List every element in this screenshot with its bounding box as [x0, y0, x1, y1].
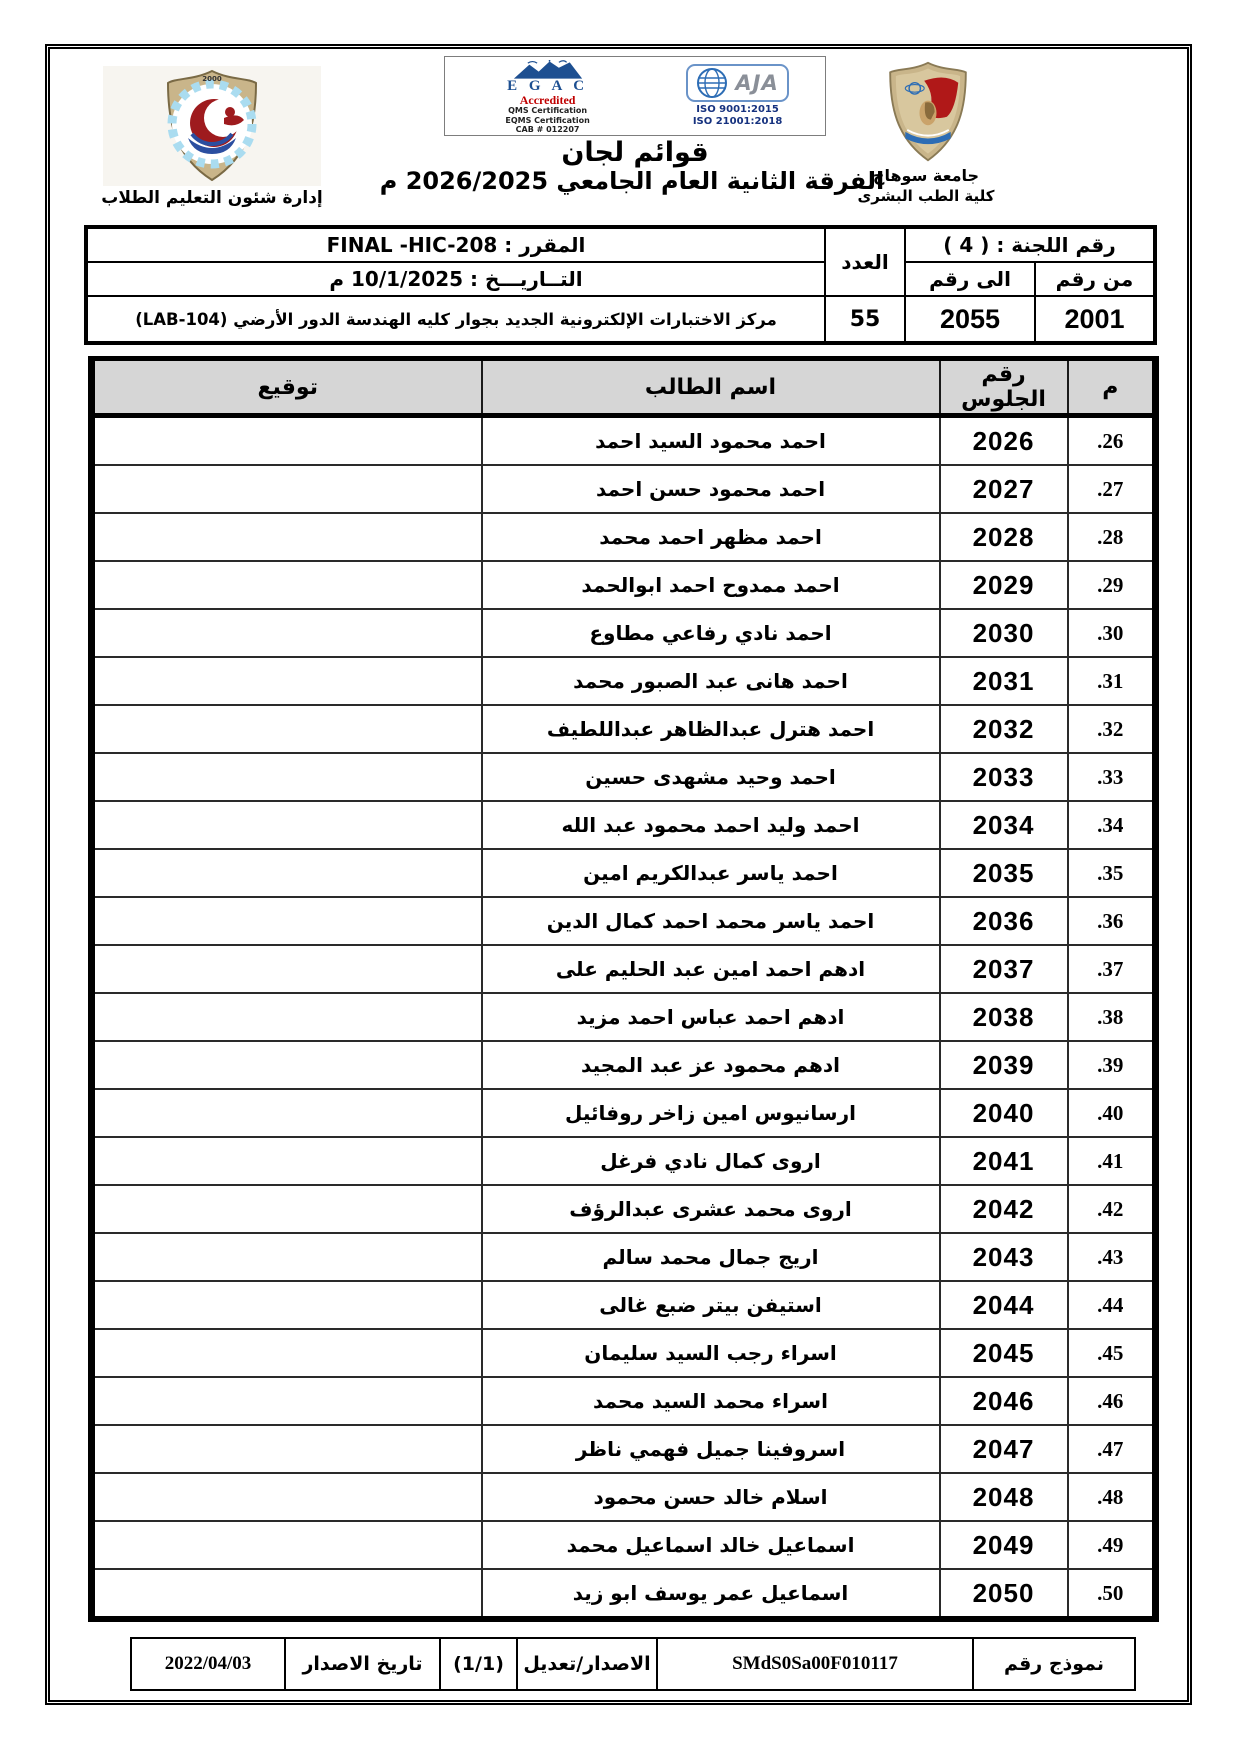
table-row	[92, 1281, 1156, 1329]
signature-cell	[92, 609, 482, 657]
from-label: من رقم	[1035, 262, 1155, 296]
table-row	[92, 465, 1156, 513]
student-name: احمد هترل عبدالظاهر عبداللطيف	[482, 705, 940, 753]
signature-cell	[92, 513, 482, 561]
signature-cell	[92, 945, 482, 993]
revision-value: (1/1)	[440, 1638, 517, 1690]
seat-number: 2030	[940, 609, 1068, 657]
student-name: احمد وليد احمد محمود عبد الله	[482, 801, 940, 849]
row-index: 34.	[1068, 801, 1156, 849]
svg-text:2000: 2000	[202, 75, 222, 83]
dept-label: إدارة شئون التعليم الطلاب	[101, 188, 323, 208]
col-header-index: م	[1068, 359, 1156, 416]
student-name: احمد هانى عبد الصبور محمد	[482, 657, 940, 705]
row-index: 27.	[1068, 465, 1156, 513]
seat-number: 2038	[940, 993, 1068, 1041]
signature-cell	[92, 561, 482, 609]
signature-cell	[92, 849, 482, 897]
row-index: 50.	[1068, 1569, 1156, 1619]
row-index: 44.	[1068, 1281, 1156, 1329]
row-index: 49.	[1068, 1521, 1156, 1569]
student-name: اسلام خالد حسن محمود	[482, 1473, 940, 1521]
col-header-signature: توقيع	[92, 359, 482, 416]
row-index: 33.	[1068, 753, 1156, 801]
seat-number: 2041	[940, 1137, 1068, 1185]
exam-info-table	[84, 225, 1157, 345]
from-number: 2001	[1035, 296, 1155, 343]
faculty-name: كلية الطب البشرى	[857, 187, 995, 205]
row-index: 28.	[1068, 513, 1156, 561]
table-row	[92, 753, 1156, 801]
col-header-seat: رقم الجلوس	[940, 359, 1068, 416]
faculty-logo	[103, 66, 321, 186]
seat-number: 2047	[940, 1425, 1068, 1473]
signature-cell	[92, 465, 482, 513]
signature-cell	[92, 1569, 482, 1619]
row-index: 45.	[1068, 1329, 1156, 1377]
table-row	[92, 801, 1156, 849]
seat-number: 2031	[940, 657, 1068, 705]
signature-cell	[92, 1425, 482, 1473]
table-row	[92, 561, 1156, 609]
row-index: 26.	[1068, 416, 1156, 466]
signature-cell	[92, 1041, 482, 1089]
signature-cell	[92, 657, 482, 705]
student-name: احمد نادي رفاعي مطاوع	[482, 609, 940, 657]
row-index: 30.	[1068, 609, 1156, 657]
seat-number: 2046	[940, 1377, 1068, 1425]
course-code: FINAL -HIC-208	[326, 233, 498, 257]
row-index: 47.	[1068, 1425, 1156, 1473]
student-name: اروى كمال نادي فرغل	[482, 1137, 940, 1185]
seat-number: 2044	[940, 1281, 1068, 1329]
iso-line-1: ISO 9001:2015	[696, 103, 779, 115]
table-row	[92, 416, 1156, 466]
student-name: اريج جمال محمد سالم	[482, 1233, 940, 1281]
row-index: 41.	[1068, 1137, 1156, 1185]
form-footer-table	[130, 1637, 1136, 1691]
signature-cell	[92, 753, 482, 801]
student-name: احمد محمود حسن احمد	[482, 465, 940, 513]
signature-cell	[92, 1521, 482, 1569]
venue: مركز الاختبارات الإلكترونية الجديد بجوار كليه الهندسة الدور الأرضي (LAB-104)	[86, 296, 825, 343]
row-index: 29.	[1068, 561, 1156, 609]
student-name: اسروفينا جميل فهمي ناظر	[482, 1425, 940, 1473]
egac-mountain-icon	[502, 60, 594, 79]
seat-number: 2042	[940, 1185, 1068, 1233]
seat-number: 2037	[940, 945, 1068, 993]
student-name: احمد ممدوح احمد ابوالحمد	[482, 561, 940, 609]
date-value: 10/1/2025 م	[329, 267, 464, 291]
date-label: التــاريـــخ :	[470, 267, 583, 291]
course-cell	[86, 227, 825, 262]
egac-logo	[445, 57, 650, 135]
student-name: اسراء محمد السيد محمد	[482, 1377, 940, 1425]
aja-globe-icon	[696, 67, 728, 99]
form-number-label: نموذج رقم	[973, 1638, 1135, 1690]
row-index: 32.	[1068, 705, 1156, 753]
row-index: 39.	[1068, 1041, 1156, 1089]
row-index: 46.	[1068, 1377, 1156, 1425]
table-row	[92, 849, 1156, 897]
seat-number: 2039	[940, 1041, 1068, 1089]
signature-cell	[92, 416, 482, 466]
row-index: 43.	[1068, 1233, 1156, 1281]
table-row	[92, 897, 1156, 945]
col-header-name: اسم الطالب	[482, 359, 940, 416]
seat-number: 2033	[940, 753, 1068, 801]
student-name: اروى محمد عشرى عبدالرؤف	[482, 1185, 940, 1233]
table-row	[92, 1089, 1156, 1137]
to-number: 2055	[905, 296, 1035, 343]
row-index: 31.	[1068, 657, 1156, 705]
seat-number: 2028	[940, 513, 1068, 561]
student-name: احمد ياسر محمد احمد كمال الدين	[482, 897, 940, 945]
row-index: 42.	[1068, 1185, 1156, 1233]
seat-number: 2050	[940, 1569, 1068, 1619]
document-subtitle: الفرقة الثانية العام الجامعي 2026/2025 م	[379, 167, 885, 195]
students-header-row	[92, 359, 1156, 416]
accreditation-box	[444, 56, 826, 136]
seat-number: 2027	[940, 465, 1068, 513]
table-row	[92, 1233, 1156, 1281]
table-row	[92, 1425, 1156, 1473]
document-title: قوائم لجان	[561, 137, 709, 168]
table-row	[92, 1185, 1156, 1233]
student-name: ارسانيوس امين زاخر روفائيل	[482, 1089, 940, 1137]
seat-number: 2036	[940, 897, 1068, 945]
student-name: احمد محمود السيد احمد	[482, 416, 940, 466]
seat-number: 2049	[940, 1521, 1068, 1569]
student-name: ادهم محمود عز عبد المجيد	[482, 1041, 940, 1089]
seat-number: 2040	[940, 1089, 1068, 1137]
count-label: العدد	[825, 227, 905, 296]
table-row	[92, 1137, 1156, 1185]
seat-number: 2034	[940, 801, 1068, 849]
signature-cell	[92, 1473, 482, 1521]
seat-number: 2026	[940, 416, 1068, 466]
seat-number: 2048	[940, 1473, 1068, 1521]
seat-number: 2029	[940, 561, 1068, 609]
signature-cell	[92, 993, 482, 1041]
iso-line-2: ISO 21001:2018	[692, 116, 783, 127]
row-index: 38.	[1068, 993, 1156, 1041]
to-label: الى رقم	[905, 262, 1035, 296]
table-row	[92, 1569, 1156, 1619]
seat-number: 2035	[940, 849, 1068, 897]
egac-line-3: CAB # 012207	[515, 125, 580, 135]
signature-cell	[92, 1233, 482, 1281]
issue-date-value: 2022/04/03	[131, 1638, 285, 1690]
seat-number: 2045	[940, 1329, 1068, 1377]
student-name: اسماعيل خالد اسماعيل محمد	[482, 1521, 940, 1569]
signature-cell	[92, 705, 482, 753]
seat-number: 2032	[940, 705, 1068, 753]
university-shield-icon	[876, 60, 980, 164]
row-index: 48.	[1068, 1473, 1156, 1521]
table-row	[92, 705, 1156, 753]
student-name: ادهم احمد عباس احمد مزيد	[482, 993, 940, 1041]
row-index: 37.	[1068, 945, 1156, 993]
committee-number: رقم اللجنة : ( 4 )	[905, 227, 1155, 262]
students-tbody	[92, 416, 1156, 1620]
table-row	[92, 1041, 1156, 1089]
signature-cell	[92, 1377, 482, 1425]
signature-cell	[92, 1185, 482, 1233]
row-index: 35.	[1068, 849, 1156, 897]
table-row	[92, 993, 1156, 1041]
row-index: 40.	[1068, 1089, 1156, 1137]
count-value: 55	[825, 296, 905, 343]
table-row	[92, 1377, 1156, 1425]
student-name: احمد مظهر احمد محمد	[482, 513, 940, 561]
egac-line-1: QMS Certification	[508, 106, 588, 116]
student-name: اسماعيل عمر يوسف ابو زيد	[482, 1569, 940, 1619]
egac-accredited: Accredited	[519, 92, 576, 107]
signature-cell	[92, 897, 482, 945]
table-row	[92, 945, 1156, 993]
table-row	[92, 1473, 1156, 1521]
student-name: اسراء رجب السيد سليمان	[482, 1329, 940, 1377]
students-table	[88, 356, 1159, 1622]
student-name: ادهم احمد امين عبد الحليم على	[482, 945, 940, 993]
egac-name: E G A C	[507, 77, 589, 94]
signature-cell	[92, 1329, 482, 1377]
signature-cell	[92, 1137, 482, 1185]
university-logo	[876, 60, 980, 164]
row-index: 36.	[1068, 897, 1156, 945]
revision-label: الاصدار/تعديل	[517, 1638, 657, 1690]
issue-date-label: تاريخ الاصدار	[285, 1638, 440, 1690]
student-name: احمد ياسر عبدالكريم امين	[482, 849, 940, 897]
seat-number: 2043	[940, 1233, 1068, 1281]
aja-logo	[650, 57, 825, 135]
course-label: المقرر :	[504, 233, 586, 257]
student-name: احمد وحيد مشهدى حسين	[482, 753, 940, 801]
table-row	[92, 609, 1156, 657]
date-cell	[86, 262, 825, 296]
table-row	[92, 513, 1156, 561]
signature-cell	[92, 1281, 482, 1329]
faculty-shield-icon	[152, 68, 272, 184]
student-name: استيفن بيتر ضبع غالى	[482, 1281, 940, 1329]
university-name: جامعة سوهاج	[872, 166, 980, 185]
aja-name: AJA	[735, 70, 779, 95]
table-row	[92, 1329, 1156, 1377]
signature-cell	[92, 1089, 482, 1137]
egac-line-2: EQMS Certification	[505, 115, 590, 125]
table-row	[92, 657, 1156, 705]
signature-cell	[92, 801, 482, 849]
table-row	[92, 1521, 1156, 1569]
form-number-code: SMdS0Sa00F010117	[657, 1638, 973, 1690]
